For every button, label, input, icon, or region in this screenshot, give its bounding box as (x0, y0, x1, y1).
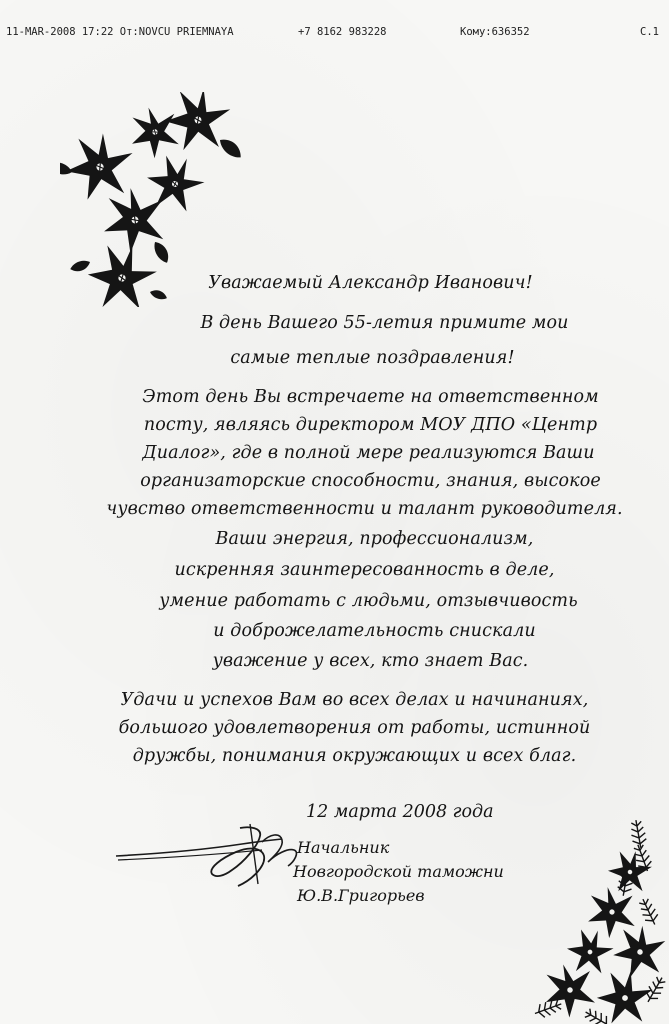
paragraph3-line-3: дружбы, понимания окружающих и всех благ. (132, 746, 577, 766)
paragraph1-line-5: чувство ответственности и талант руководителя. (106, 499, 623, 519)
letter-date: 12 марта 2008 года (306, 802, 494, 822)
fax-phone: +7 8162 983228 (298, 26, 387, 38)
fax-page-number: С.1 (640, 26, 659, 38)
intro-line-1: В день Вашего 55-летия примите мои (200, 313, 569, 333)
paragraph2-line-4: и доброжелательность снискали (213, 621, 536, 641)
paragraph3-line-1: Удачи и успехов Вам во всех делах и начинаниях, (120, 690, 589, 710)
paragraph3-line-2: большого удовлетворения от работы, истинной (118, 718, 591, 738)
paragraph1-line-1: Этот день Вы встречаете на ответственном (142, 387, 599, 407)
signatory-title-line-2: Новгородской таможни (293, 862, 504, 881)
fax-header (0, 26, 669, 42)
poinsettia-ornament-bottom-right (530, 812, 669, 1024)
paragraph1-line-2: посту, являясь директором МОУ ДПО «Центр (143, 415, 598, 435)
paragraph2-line-3: умение работать с людьми, отзывчивость (159, 591, 578, 611)
signatory-name: Ю.В.Григорьев (297, 886, 425, 905)
intro-line-2: самые теплые поздравления! (230, 348, 515, 368)
handwritten-signature (112, 822, 312, 892)
signatory-title-line-1: Начальник (297, 838, 390, 857)
greeting: Уважаемый Александр Иванович! (208, 273, 533, 293)
fax-date-sender: 11-MAR-2008 17:22 От:NOVCU PRIEMNAYA (6, 26, 234, 38)
fax-recipient: Кому:636352 (460, 26, 530, 38)
paragraph2-line-1: Ваши энергия, профессионализм, (215, 529, 534, 549)
paragraph2-line-5: уважение у всех, кто знает Вас. (212, 651, 529, 671)
paragraph1-line-4: организаторские способности, знания, высокое (140, 471, 601, 491)
paragraph1-line-3: Диалог», где в полной мере реализуются Ваши (142, 443, 595, 463)
paragraph2-line-2: искренняя заинтересованность в деле, (174, 560, 555, 580)
